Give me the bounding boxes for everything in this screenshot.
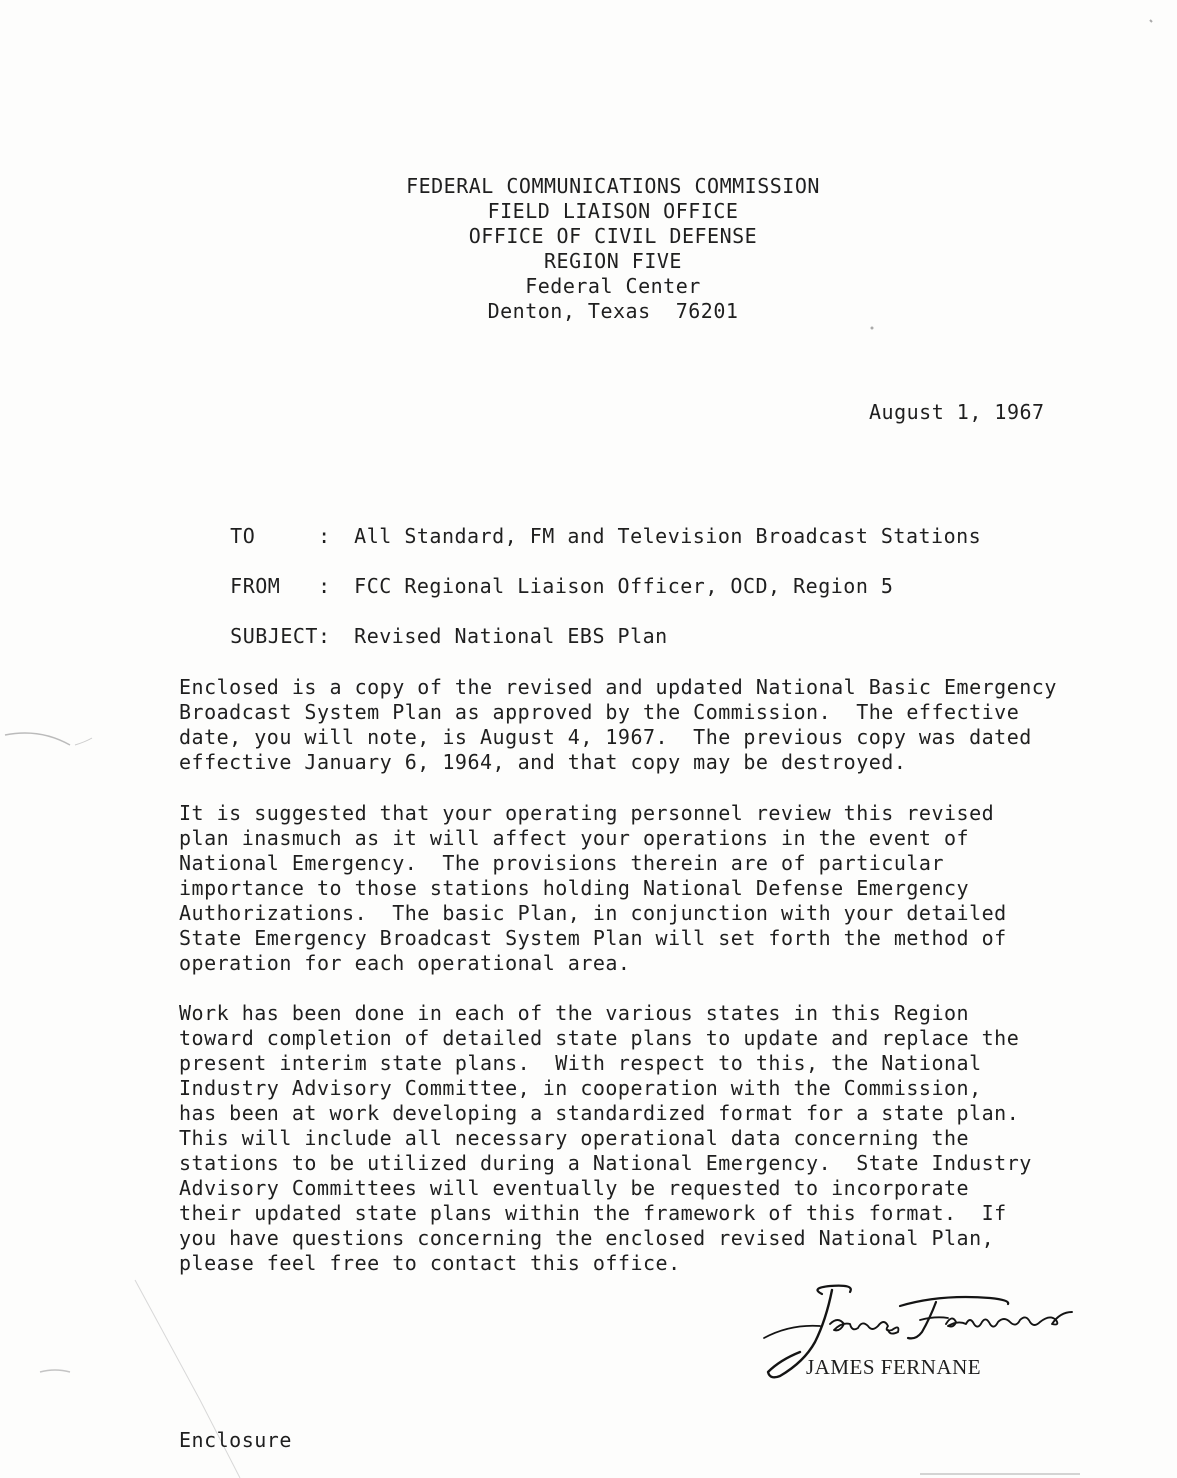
paragraph-line: Work has been done in each of the various states in this Region [179,1001,970,1025]
paragraph-line: Authorizations. The basic Plan, in conjunction with your detailed [179,901,1007,925]
paragraph-line: date, you will note, is August 4, 1967. The previous copy was dated [179,725,1032,749]
paragraph-line: National Emergency. The provisions therein are of particular [179,851,945,875]
paragraph-line: Industry Advisory Committee, in cooperation with the Commission, [179,1076,982,1100]
memo-from-value: FCC Regional Liaison Officer, OCD, Region 5 [354,574,894,598]
letterhead-line-agency: FEDERAL COMMUNICATIONS COMMISSION [406,174,820,198]
memo-to-value: All Standard, FM and Television Broadcast Stations [354,524,982,548]
paragraph-line: stations to be utilized during a National Emergency. State Industry [179,1151,1032,1175]
memo-from-colon: : [318,574,331,598]
letterhead-line-city: Denton, Texas 76201 [487,299,739,323]
letterhead-line-building: Federal Center [525,274,701,298]
enclosure-note: Enclosure [179,1428,292,1452]
paragraph-line: has been at work developing a standardized format for a state plan. [179,1101,1020,1125]
letterhead-line-region: REGION FIVE [544,249,682,273]
memo-to-label: TO [230,524,256,548]
typed-signer-name: JAMES FERNANE [806,1355,982,1379]
memo-subject [180,600,668,672]
memo-to-colon: : [318,524,331,548]
memo-subject-label: SUBJECT: [230,624,331,648]
letterhead-line-civil-defense: OFFICE OF CIVIL DEFENSE [468,224,758,248]
paragraph-line: plan inasmuch as it will affect your operations in the event of [179,826,970,850]
memo-subject-value: Revised National EBS Plan [354,624,668,648]
body-paragraph-2 [179,801,1007,976]
letterhead [0,174,1177,324]
paragraph-line: Enclosed is a copy of the revised and updated National Basic Emergency [179,675,1057,699]
body-paragraph-1 [179,675,1057,775]
paragraph-line: effective January 6, 1964, and that copy may be destroyed. [179,750,907,774]
paragraph-line: operation for each operational area. [179,951,631,975]
letter-date: August 1, 1967 [869,400,1045,424]
paragraph-line: It is suggested that your operating personnel review this revised [179,801,995,825]
paragraph-line: This will include all necessary operational data concerning the [179,1126,970,1150]
letterhead-line-office: FIELD LIAISON OFFICE [487,199,739,223]
memo-from-label: FROM [230,574,281,598]
paragraph-line: Advisory Committees will eventually be requested to incorporate [179,1176,970,1200]
paragraph-line: their updated state plans within the framework of this format. If [179,1201,1007,1225]
paragraph-line: toward completion of detailed state plans to update and replace the [179,1026,1020,1050]
paragraph-line: you have questions concerning the enclosed revised National Plan, [179,1226,995,1250]
paragraph-line: please feel free to contact this office. [179,1251,681,1275]
body-paragraph-3 [179,1001,1032,1276]
paragraph-line: State Emergency Broadcast System Plan will set forth the method of [179,926,1007,950]
paragraph-line: importance to those stations holding National Defense Emergency [179,876,970,900]
paragraph-line: present interim state plans. With respect to this, the National [179,1051,982,1075]
paragraph-line: Broadcast System Plan as approved by the Commission. The effective [179,700,1020,724]
